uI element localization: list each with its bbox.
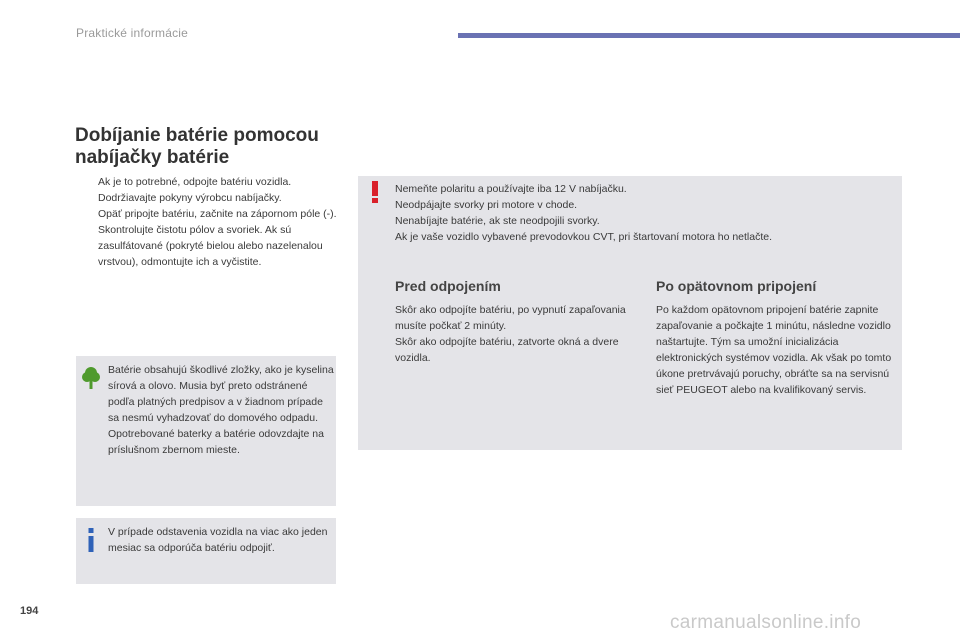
info-note-text: V prípade odstavenia vozidla na viac ako jeden mesiac sa odporúča batériu odpojiť. xyxy=(108,526,328,554)
after-reconnect-text: Po každom opätovnom pripojení batérie zapnite zapaľovanie a počkajte 1 minútu, následne vozidlo naštartujte. Tým sa umožní inicializácia elektronických systémov vozidla. Ak však po tomto úkone pretrvávajú poruchy, obráťte sa na servisnú sieť PEUGEOT alebo na kvalifikovaný servis. xyxy=(656,304,892,396)
list-item: Skontrolujte čistotu pólov a svoriek. Ak sú zasulfátované (pokryté bielou alebo nazelenalou vrstvou), odmontujte ich a vyčistite. xyxy=(98,224,323,268)
eco-tree-icon xyxy=(82,366,100,390)
warning-line: Ak je vaše vozidlo vybavené prevodovkou CVT, pri štartovaní motora ho netlačte. xyxy=(395,231,773,243)
warning-line: Neodpájajte svorky pri motore v chode. xyxy=(395,199,578,211)
before-disconnect-text xyxy=(395,302,635,366)
exclamation-icon xyxy=(372,181,378,203)
page-number: 194 xyxy=(20,605,39,617)
before-line: Skôr ako odpojíte batériu, zatvorte okná a dvere vozidla. xyxy=(395,336,619,364)
page-title: Dobíjanie batérie pomocou nabíjačky batérie xyxy=(75,125,319,168)
section-header: Praktické informácie xyxy=(76,26,189,40)
warning-text xyxy=(395,181,895,245)
warning-line: Nemeňte polaritu a používajte iba 12 V nabíjačku. xyxy=(395,183,627,195)
list-item: Opäť pripojte batériu, začnite na zápornom póle (-). xyxy=(98,208,337,220)
list-item: Ak je to potrebné, odpojte batériu vozidla. xyxy=(98,176,292,188)
before-disconnect-heading: Pred odpojením xyxy=(395,278,501,294)
before-line: Skôr ako odpojíte batériu, po vypnutí zapaľovania musíte počkať 2 minúty. xyxy=(395,304,626,332)
warning-line: Nenabíjajte batérie, ak ste neodpojili svorky. xyxy=(395,215,600,227)
watermark: carmanualsonline.info xyxy=(670,612,862,633)
info-icon xyxy=(86,528,96,552)
list-item: Dodržiavajte pokyny výrobcu nabíjačky. xyxy=(98,192,282,204)
after-reconnect-heading: Po opätovnom pripojení xyxy=(656,278,817,294)
eco-note-text: Batérie obsahujú škodlivé zložky, ako je kyselina sírová a olovo. Musia byť preto odstránené podľa platných predpisov a v žiadnom prípade sa nesmú vyhadzovať do domového odpadu. Opotrebované baterky a batérie odovzdajte na príslušnom zbernom mieste. xyxy=(108,364,334,456)
header-accent-bar xyxy=(458,33,960,38)
steps-list xyxy=(78,174,340,270)
